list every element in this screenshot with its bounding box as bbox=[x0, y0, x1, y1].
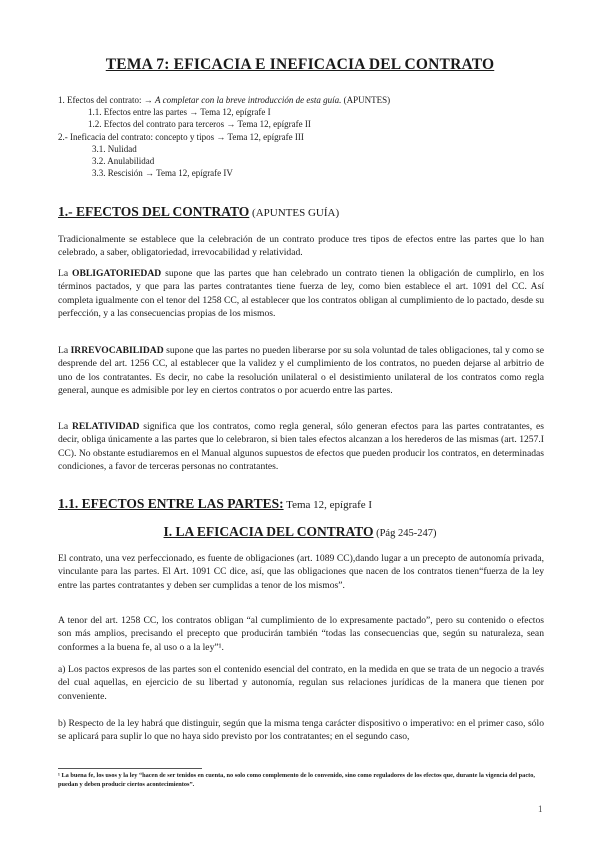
section-heading-efectos: 1.- EFECTOS DEL CONTRATO (APUNTES GUÍA) bbox=[58, 204, 340, 219]
toc-item: 3.1. Nulidad bbox=[92, 143, 137, 154]
toc-item: 1.2. Efectos del contrato para terceros → Tema 12, epígrafe II bbox=[88, 119, 311, 130]
section-heading-efectos-partes: 1.1. EFECTOS ENTRE LAS PARTES: Tema 12, epígrafe I bbox=[58, 496, 373, 511]
footnote-separator bbox=[58, 768, 202, 769]
paragraph-obligatoriedad: La OBLIGATORIEDAD supone que las partes que han celebrado un contrato tienen la obligación de cumplirlo, en los términos pactados, y que para las partes contratantes tiene fuerza de ley, como bien establece el art. 1091 del CC. Así completa igualmente con el tenor del 1258 CC, al establecer que los contratos obligan al cumplimiento de lo pactado, desde su perfección, y a las consecuencias propias de los mismos. bbox=[58, 268, 544, 320]
toc-item: 3.2. Anulabilidad bbox=[92, 156, 155, 167]
toc-item: 3.3. Rescisión → Tema 12, epígrafe IV bbox=[92, 168, 233, 179]
document-title: TEMA 7: EFICACIA E INEFICACIA DEL CONTRATO bbox=[105, 56, 495, 73]
paragraph-intro: Tradicionalmente se establece que la celebración de un contrato produce tres tipos de efectos entre las partes que lo han celebrado, a saber, obligatoriedad, irrevocabilidad y relatividad. bbox=[58, 234, 544, 259]
paragraph-contrato-2: A tenor del art. 1258 CC, los contratos obligan “al cumplimiento de lo expresamente pactado”, pero su contenido o efectos son más amplios, precisando el precepto que producirán también “todas las consecuencias que, según su naturaleza, sean conformes a la buena fe, al uso o a la ley”¹. bbox=[58, 615, 544, 653]
footnote: ¹ La buena fe, los usos y la ley “hacen de ser tenidos en cuenta, no solo como complemento de lo convenido, sino como reguladores de los efectos que, durante la vigencia del pacto, puedan y deben producir ciertos acontecimientos”. bbox=[58, 772, 535, 788]
toc-item: 2.- Ineficacia del contrato: concepto y tipos → Tema 12, epígrafe III bbox=[58, 131, 304, 142]
section-heading-eficacia: I. LA EFICACIA DEL CONTRATO (Pág 245-247) bbox=[163, 524, 437, 539]
paragraph-contrato-3: a) Los pactos expresos de las partes son el contenido esencial del contrato, en la medida en que se trata de un negocio a través del cual aquellas, en ejercicio de su libertad y autonomía, regulan sus relaciones jurídicas de la manera que tienen por conveniente. bbox=[58, 664, 544, 702]
toc-item: 1. Efectos del contrato: → A completar con la breve introducción de esta guía. (APUNTES) bbox=[58, 95, 391, 105]
toc-item: 1.1. Efectos entre las partes → Tema 12, epígrafe I bbox=[88, 107, 271, 118]
paragraph-contrato-4: b) Respecto de la ley habrá que distinguir, según que la misma tenga carácter dispositivo o imperativo: en el primer caso, sólo se aplicará para suplir lo que no haya sido previsto por los contratantes; en el segundo caso, bbox=[58, 718, 544, 743]
page-number: 1 bbox=[538, 804, 543, 814]
paragraph-irrevocabilidad: La IRREVOCABILIDAD supone que las partes no pueden liberarse por su sola voluntad de tales obligaciones, tal y como se desprende del art. 1256 CC, al establecer que la validez y el cumplimiento de los contratos, no pueden dejarse al arbitrio de uno de los contratantes. Es decir, no cabe la resolución unilateral o el desistimiento unilateral de los contratos como regla general, aunque es admisible por ley en ciertos contratos o por acuerdo entre las partes. bbox=[58, 345, 544, 397]
paragraph-contrato-1: El contrato, una vez perfeccionado, es fuente de obligaciones (art. 1089 CC),dando lugar a un precepto de autonomía privada, vinculante para las partes. El Art. 1091 CC dice, así, que las obligaciones que nacen de los contratos tienen“fuerza de la ley entre las partes contratantes y deben ser cumplidas a tenor de los mismos”. bbox=[58, 553, 544, 591]
paragraph-relatividad: La RELATIVIDAD significa que los contratos, como regla general, sólo generan efectos para las partes contratantes, es decir, obliga únicamente a las partes que lo celebraron, si bien tales efectos alcanzan a los herederos de las mismas (art. 1257.I CC). No obstante estudiaremos en el Manual algunos supuestos de efectos que pueden producir los contratos, en determinadas condiciones, a favor de terceras personas no contratantes. bbox=[58, 421, 544, 473]
table-of-contents bbox=[58, 94, 558, 179]
